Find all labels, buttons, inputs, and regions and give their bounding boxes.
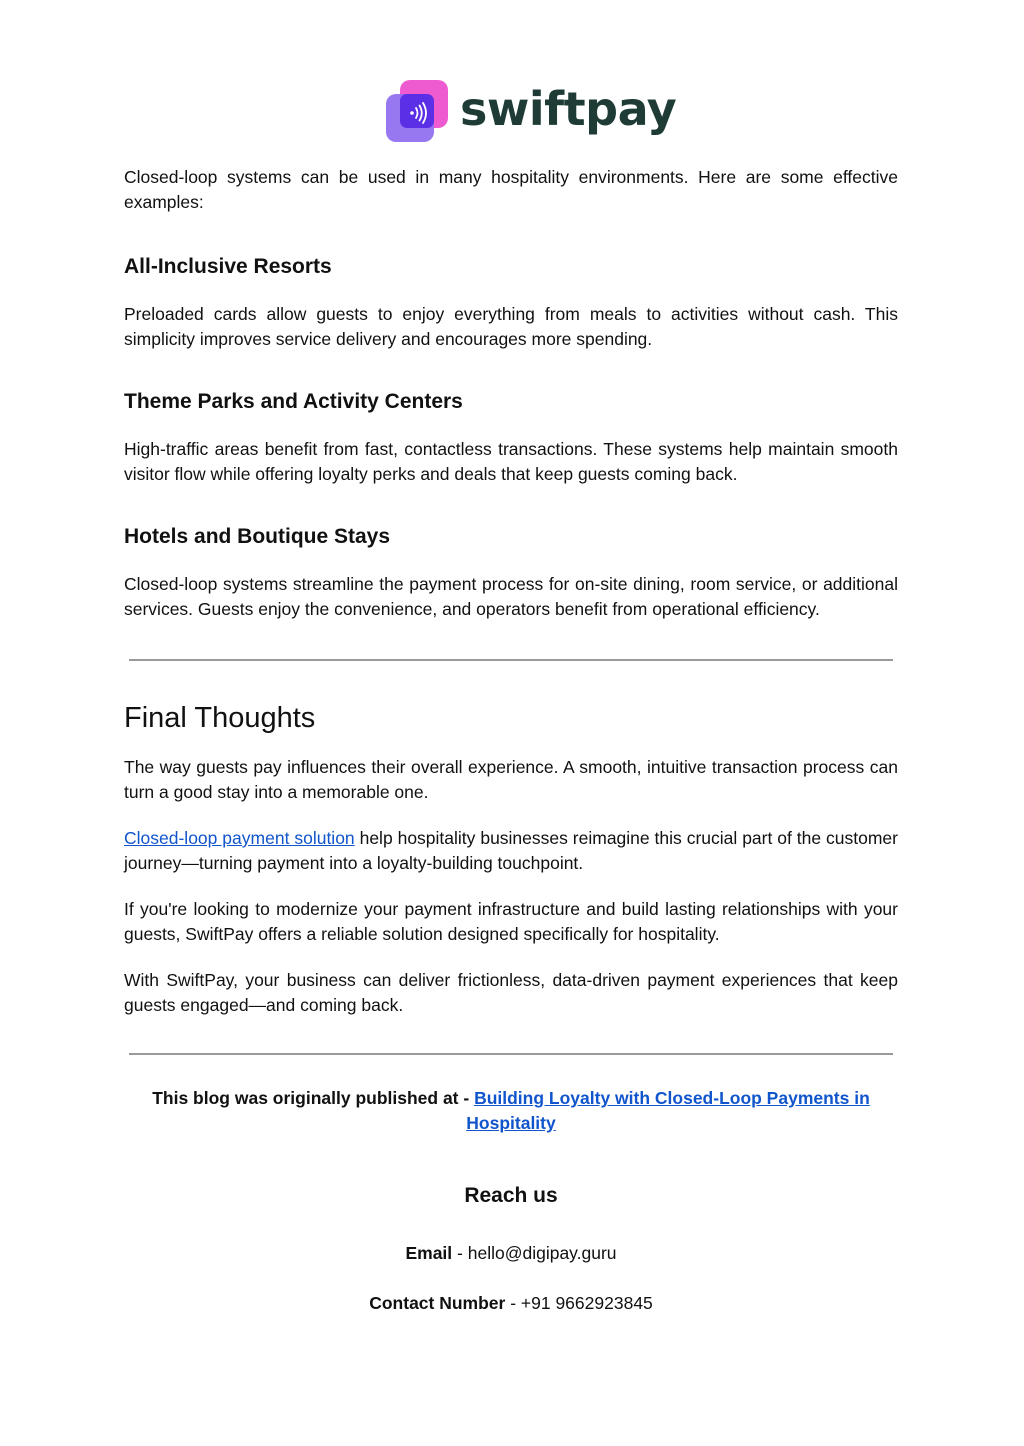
published-label: This blog was originally published at - bbox=[152, 1088, 475, 1108]
final-paragraph-2-text: help hospitality businesses reimagine this crucial part of the customer journey—turning payment into a loyalty-building touchpoint. bbox=[124, 828, 898, 873]
phone-value: +91 9662923845 bbox=[520, 1293, 653, 1313]
section-heading-theme-parks: Theme Parks and Activity Centers bbox=[124, 390, 463, 413]
section-heading-resorts: All-Inclusive Resorts bbox=[124, 255, 332, 278]
final-paragraph-2 bbox=[124, 826, 898, 876]
closed-loop-solution-link[interactable]: Closed-loop payment solution bbox=[124, 828, 355, 848]
swiftpay-logo bbox=[386, 80, 676, 144]
email-separator: - bbox=[452, 1243, 468, 1263]
divider bbox=[129, 1053, 893, 1055]
final-thoughts-heading: Final Thoughts bbox=[124, 702, 316, 734]
phone-separator: - bbox=[505, 1293, 521, 1313]
document-body bbox=[124, 165, 898, 1316]
email-label: Email bbox=[405, 1243, 453, 1263]
intro-paragraph: Closed-loop systems can be used in many hospitality environments. Here are some effective examples: bbox=[124, 167, 898, 212]
brand-wordmark: swiftpay bbox=[460, 82, 677, 136]
section-body-resorts: Preloaded cards allow guests to enjoy everything from meals to activities without cash. This simplicity improves service delivery and encourages more spending. bbox=[124, 304, 898, 349]
contactless-wave-icon bbox=[386, 80, 448, 144]
reach-us-heading: Reach us bbox=[464, 1184, 558, 1207]
phone-label: Contact Number bbox=[369, 1293, 506, 1313]
section-body-theme-parks: High-traffic areas benefit from fast, contactless transactions. These systems help maintain smooth visitor flow while offering loyalty perks and deals that keep guests coming back. bbox=[124, 439, 898, 484]
section-body-hotels: Closed-loop systems streamline the payment process for on-site dining, room service, or additional services. Guests enjoy the convenience, and operators benefit from operational efficiency. bbox=[124, 574, 898, 619]
section-heading-hotels: Hotels and Boutique Stays bbox=[124, 525, 391, 548]
divider bbox=[129, 659, 893, 661]
final-paragraph-4: With SwiftPay, your business can deliver frictionless, data-driven payment experiences that keep guests engaged—and coming back. bbox=[124, 970, 898, 1015]
final-paragraph-3: If you're looking to modernize your payment infrastructure and build lasting relationships with your guests, SwiftPay offers a reliable solution designed specifically for hospitality. bbox=[124, 899, 898, 944]
final-paragraph-1: The way guests pay influences their overall experience. A smooth, intuitive transaction process can turn a good stay into a memorable one. bbox=[124, 757, 898, 802]
email-value: hello@digipay.guru bbox=[467, 1243, 617, 1263]
email-line bbox=[124, 1241, 898, 1266]
original-post-link[interactable]: Building Loyalty with Closed-Loop Payments in Hospitality bbox=[466, 1088, 870, 1133]
phone-line bbox=[124, 1291, 898, 1316]
published-note bbox=[124, 1086, 898, 1136]
